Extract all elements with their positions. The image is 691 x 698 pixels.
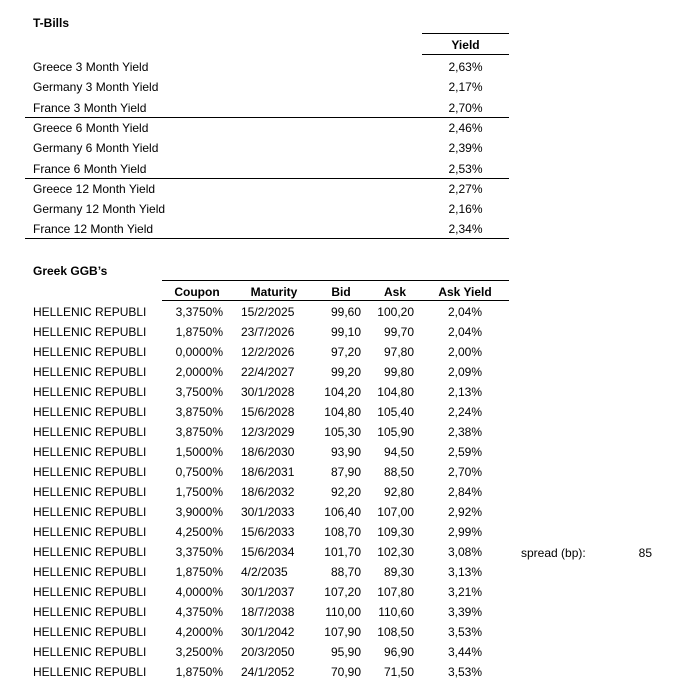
tbills-row	[0, 138, 691, 158]
ggb-coupon: 1,7500%	[175, 485, 223, 499]
ggb-name: HELLENIC REPUBLI	[33, 485, 147, 499]
ggb-ask: 99,70	[383, 325, 414, 339]
ggb-coupon: 4,3750%	[175, 605, 223, 619]
tbills-header-rule	[422, 54, 509, 55]
ggb-ask: 89,30	[383, 565, 414, 579]
ggb-name: HELLENIC REPUBLI	[33, 445, 147, 459]
ggb-bid: 99,10	[330, 325, 361, 339]
ggb-bid: 87,90	[330, 465, 361, 479]
ggb-coupon: 0,7500%	[175, 465, 223, 479]
ggb-ask: 88,50	[383, 465, 414, 479]
ggb-ask-yield: 3,53%	[447, 665, 483, 679]
tbills-row	[0, 199, 691, 219]
ggb-maturity: 15/2/2025	[241, 305, 295, 319]
ggb-maturity: 18/6/2032	[241, 485, 295, 499]
ggb-header-rule	[162, 300, 509, 301]
ggb-header-ask-yield: Ask Yield	[438, 285, 492, 299]
ggb-ask: 104,80	[377, 385, 414, 399]
tbills-yield: 2,16%	[448, 202, 483, 217]
ggb-coupon: 4,2500%	[175, 525, 223, 539]
ggb-header-coupon: Coupon	[174, 285, 220, 299]
tbills-label: France 3 Month Yield	[33, 100, 147, 115]
tbills-label: Germany 3 Month Yield	[33, 80, 159, 95]
ggb-name: HELLENIC REPUBLI	[33, 645, 147, 659]
ggb-name: HELLENIC REPUBLI	[33, 625, 147, 639]
ggb-row	[0, 542, 691, 562]
ggb-bid: 99,60	[330, 305, 361, 319]
tbills-row	[0, 219, 691, 239]
ggb-header-bid: Bid	[331, 285, 351, 299]
ggb-name: HELLENIC REPUBLI	[33, 425, 147, 439]
ggb-row	[0, 562, 691, 582]
ggb-maturity: 30/1/2037	[241, 585, 295, 599]
ggb-row	[0, 602, 691, 622]
ggb-ask-yield: 2,92%	[447, 505, 483, 519]
ggb-row	[0, 482, 691, 502]
ggb-ask-yield: 2,38%	[447, 425, 483, 439]
ggb-name: HELLENIC REPUBLI	[33, 345, 147, 359]
ggb-coupon: 4,0000%	[175, 585, 223, 599]
ggb-bid: 99,20	[330, 365, 361, 379]
tbills-label: France 12 Month Yield	[33, 222, 154, 237]
ggb-coupon: 3,2500%	[175, 645, 223, 659]
ggb-maturity: 18/6/2030	[241, 445, 295, 459]
ggb-ask: 71,50	[383, 665, 414, 679]
ggb-ask: 96,90	[383, 645, 414, 659]
ggb-row	[0, 622, 691, 642]
tbills-bottom-rule	[25, 238, 509, 239]
ggb-ask: 109,30	[377, 525, 414, 539]
ggb-bid: 107,90	[324, 625, 361, 639]
ggb-bid: 92,20	[330, 485, 361, 499]
tbills-group-divider	[25, 117, 509, 118]
ggb-name: HELLENIC REPUBLI	[33, 405, 147, 419]
ggb-ask-yield: 3,21%	[447, 585, 483, 599]
ggb-ask-yield: 2,04%	[447, 325, 483, 339]
ggb-name: HELLENIC REPUBLI	[33, 505, 147, 519]
ggb-ask: 105,40	[377, 405, 414, 419]
ggb-maturity: 30/1/2033	[241, 505, 295, 519]
ggb-row	[0, 422, 691, 442]
tbills-yield: 2,39%	[448, 141, 483, 156]
tbills-row	[0, 98, 691, 118]
ggb-maturity: 15/6/2028	[241, 405, 295, 419]
ggb-coupon: 3,3750%	[175, 305, 223, 319]
ggb-coupon: 3,8750%	[175, 405, 223, 419]
ggb-maturity: 20/3/2050	[241, 645, 295, 659]
ggb-name: HELLENIC REPUBLI	[33, 365, 147, 379]
tbills-row	[0, 179, 691, 199]
ggb-bid: 110,00	[325, 605, 361, 619]
ggb-coupon: 3,3750%	[175, 545, 223, 559]
ggb-bid: 88,70	[330, 565, 361, 579]
ggb-maturity: 15/6/2033	[241, 525, 295, 539]
ggb-row	[0, 462, 691, 482]
ggb-ask: 99,80	[383, 365, 414, 379]
ggb-ask: 107,80	[377, 585, 414, 599]
ggb-bid: 101,70	[324, 545, 361, 559]
ggb-name: HELLENIC REPUBLI	[33, 565, 147, 579]
ggb-maturity: 18/6/2031	[241, 465, 295, 479]
ggb-ask: 105,90	[377, 425, 414, 439]
ggb-coupon: 1,8750%	[175, 665, 223, 679]
ggb-name: HELLENIC REPUBLI	[33, 525, 147, 539]
ggb-row	[0, 322, 691, 342]
ggb-maturity: 12/2/2026	[241, 345, 295, 359]
ggb-row	[0, 522, 691, 542]
ggb-ask: 110,60	[378, 605, 414, 619]
ggb-ask-yield: 2,59%	[447, 445, 483, 459]
ggb-coupon: 3,8750%	[175, 425, 223, 439]
ggb-ask: 92,80	[383, 485, 414, 499]
spread-value: 85	[638, 546, 652, 560]
ggb-ask-yield: 2,00%	[447, 345, 483, 359]
ggb-coupon: 1,8750%	[175, 325, 223, 339]
tbills-label: Germany 6 Month Yield	[33, 141, 159, 156]
ggb-name: HELLENIC REPUBLI	[33, 385, 147, 399]
ggb-coupon: 0,0000%	[175, 345, 223, 359]
ggb-ask-yield: 2,13%	[447, 385, 483, 399]
ggb-maturity: 30/1/2028	[241, 385, 295, 399]
ggb-ask: 97,80	[383, 345, 414, 359]
ggb-name: HELLENIC REPUBLI	[33, 665, 147, 679]
ggb-ask-yield: 3,39%	[447, 605, 483, 619]
tbills-row	[0, 57, 691, 77]
ggb-bid: 106,40	[324, 505, 361, 519]
ggb-maturity: 18/7/2038	[241, 605, 295, 619]
tbills-yield: 2,63%	[448, 60, 483, 74]
ggb-name: HELLENIC REPUBLI	[33, 585, 147, 599]
ggb-row	[0, 342, 691, 362]
tbills-yield: 2,70%	[448, 100, 483, 115]
ggb-bid: 70,90	[330, 665, 361, 679]
ggb-maturity: 30/1/2042	[241, 625, 295, 639]
ggb-header-top-rule	[162, 280, 509, 281]
ggb-maturity: 4/2/2035	[241, 565, 288, 579]
ggb-name: HELLENIC REPUBLI	[33, 305, 147, 319]
tbills-label: France 6 Month Yield	[33, 161, 147, 176]
ggb-ask-yield: 3,53%	[447, 625, 483, 639]
ggb-row	[0, 382, 691, 402]
ggb-ask-yield: 2,04%	[447, 305, 483, 319]
ggb-coupon: 3,7500%	[175, 385, 223, 399]
tbills-header-top-rule	[422, 33, 509, 34]
ggb-name: HELLENIC REPUBLI	[33, 545, 147, 559]
tbills-label: Greece 6 Month Yield	[33, 120, 149, 135]
ggb-maturity: 12/3/2029	[241, 425, 295, 439]
ggb-ask-yield: 2,84%	[447, 485, 483, 499]
ggb-ask-yield: 3,44%	[447, 645, 483, 659]
ggb-coupon: 1,8750%	[175, 565, 223, 579]
ggb-ask: 102,30	[377, 545, 414, 559]
ggb-coupon: 3,9000%	[175, 505, 223, 519]
ggb-bid: 107,20	[324, 585, 361, 599]
tbills-yield: 2,27%	[448, 181, 483, 196]
tbills-yield: 2,17%	[448, 80, 483, 95]
ggb-bid: 95,90	[330, 645, 361, 659]
tbills-label: Germany 12 Month Yield	[33, 202, 166, 217]
tbills-label: Greece 12 Month Yield	[33, 181, 156, 196]
ggb-name: HELLENIC REPUBLI	[33, 465, 147, 479]
ggb-row	[0, 442, 691, 462]
tbills-yield: 2,46%	[448, 120, 483, 135]
ggb-maturity: 23/7/2026	[241, 325, 295, 339]
tbills-row	[0, 118, 691, 138]
ggb-maturity: 24/1/2052	[241, 665, 295, 679]
ggb-ask: 100,20	[377, 305, 414, 319]
ggb-bid: 97,20	[330, 345, 361, 359]
ggb-row	[0, 302, 691, 322]
tbills-yield: 2,34%	[448, 222, 483, 237]
tbills-yield: 2,53%	[448, 161, 483, 176]
ggb-ask-yield: 2,24%	[447, 405, 483, 419]
ggb-ask-yield: 2,99%	[447, 525, 483, 539]
ggb-row	[0, 662, 691, 682]
ggb-row	[0, 502, 691, 522]
tbills-row	[0, 159, 691, 179]
tbills-row	[0, 77, 691, 97]
ggb-ask: 94,50	[383, 445, 414, 459]
spread-label: spread (bp):	[521, 546, 586, 560]
ggb-row	[0, 582, 691, 602]
ggb-bid: 104,20	[324, 385, 361, 399]
ggb-ask-yield: 3,08%	[447, 545, 483, 559]
ggb-name: HELLENIC REPUBLI	[33, 325, 147, 339]
ggb-ask: 107,00	[377, 505, 414, 519]
ggb-maturity: 22/4/2027	[241, 365, 295, 379]
ggb-name: HELLENIC REPUBLI	[33, 605, 147, 619]
tbills-label: Greece 3 Month Yield	[33, 60, 149, 74]
ggb-row	[0, 362, 691, 382]
ggb-maturity: 15/6/2034	[241, 545, 295, 559]
tbills-group-divider	[25, 178, 509, 179]
ggb-row	[0, 642, 691, 662]
ggb-header-ask: Ask	[383, 285, 406, 299]
ggb-ask-yield: 2,70%	[447, 465, 483, 479]
ggb-coupon: 1,5000%	[175, 445, 223, 459]
ggb-coupon: 2,0000%	[175, 365, 223, 379]
ggb-bid: 93,90	[330, 445, 361, 459]
ggb-bid: 108,70	[324, 525, 361, 539]
ggb-bid: 104,80	[324, 405, 361, 419]
ggb-ask-yield: 3,13%	[447, 565, 483, 579]
ggb-ask-yield: 2,09%	[447, 365, 483, 379]
ggb-title: Greek GGB’s	[33, 264, 108, 278]
ggb-header-row	[0, 282, 691, 302]
ggb-ask: 108,50	[377, 625, 414, 639]
tbills-yield-header: Yield	[451, 38, 480, 52]
tbills-title: T-Bills	[33, 16, 70, 30]
ggb-row	[0, 402, 691, 422]
ggb-coupon: 4,2000%	[175, 625, 223, 639]
ggb-header-maturity: Maturity	[250, 285, 298, 299]
ggb-bid: 105,30	[324, 425, 361, 439]
